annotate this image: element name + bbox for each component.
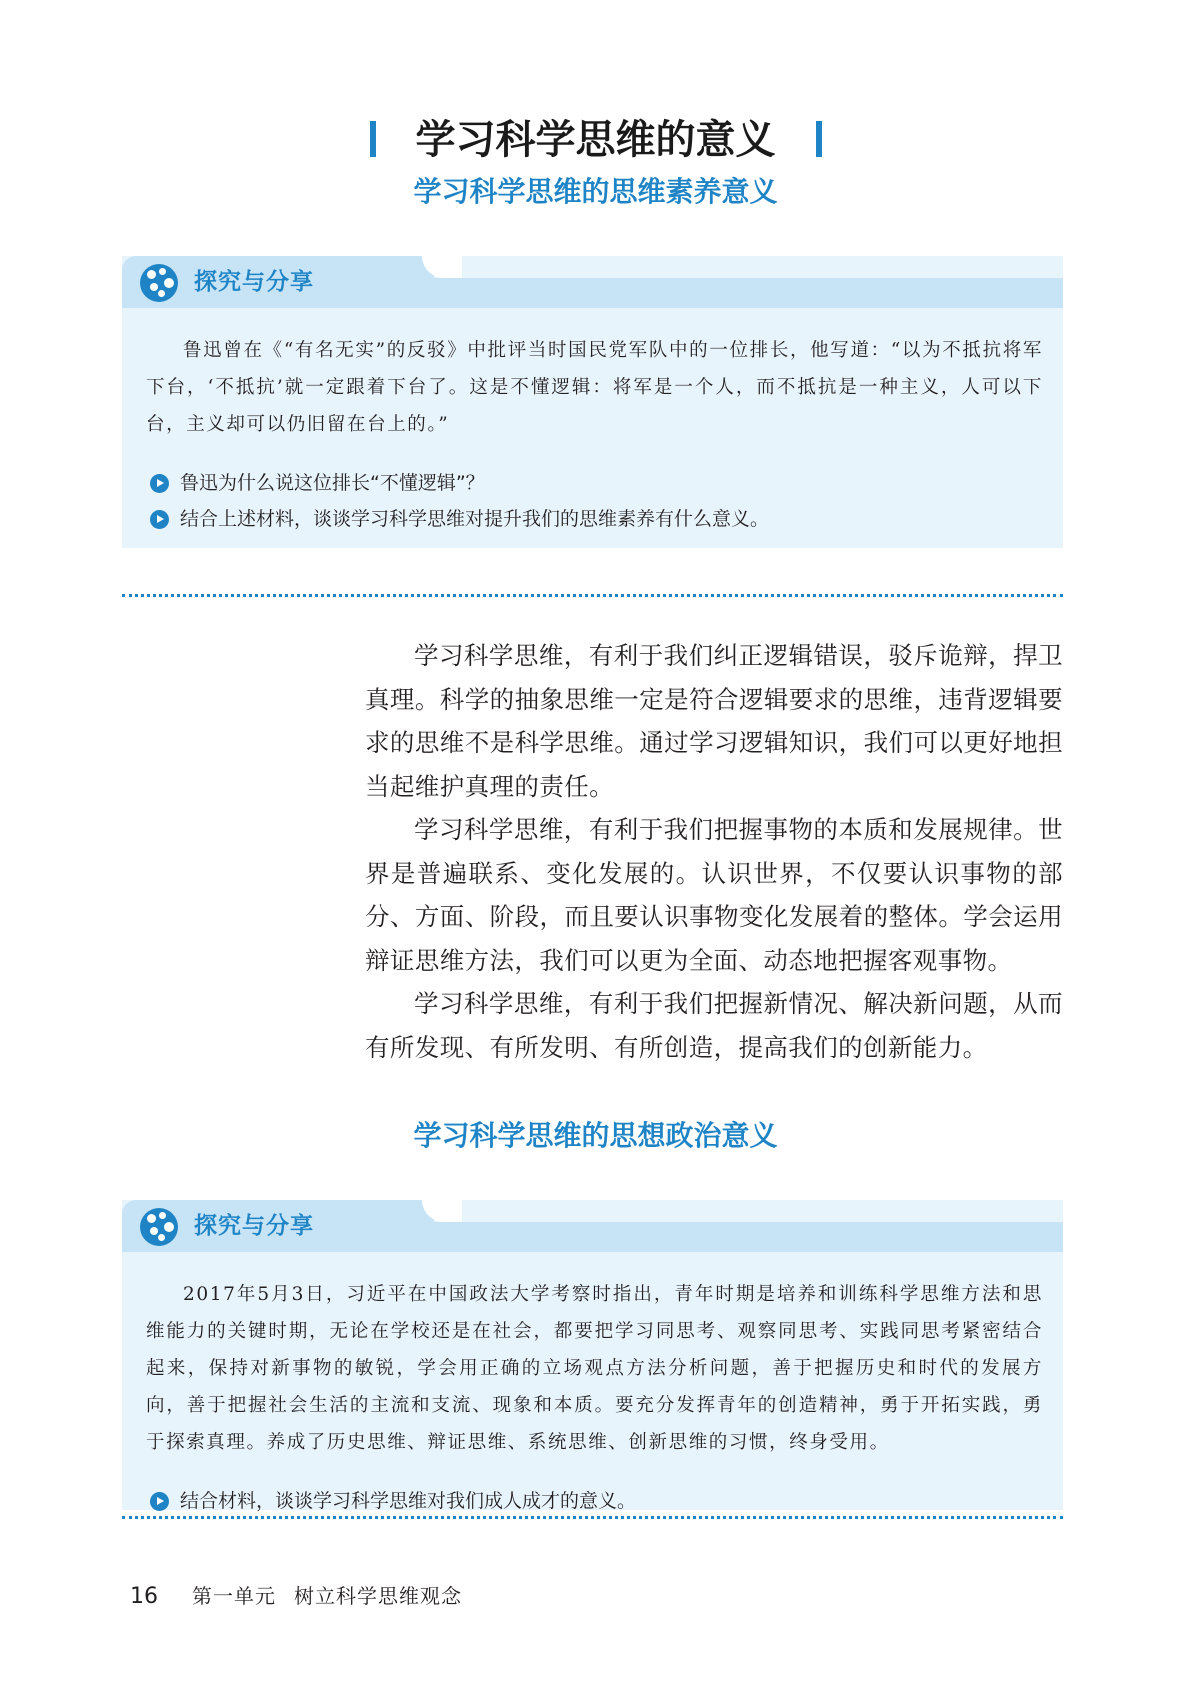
inquiry-box-1 [122, 256, 1063, 548]
inquiry-box-2 [122, 1200, 1063, 1510]
body-paragraph: 学习科学思维，有利于我们把握新情况、解决新问题，从而有所发现、有所发明、有所创造，提高我们的创新能力。 [365, 989, 1063, 1062]
subsection-1-title: 学习科学思维的思维素养意义 [413, 175, 778, 208]
box-header [122, 256, 1063, 308]
unit-name: 第一单元 [192, 1584, 276, 1608]
box-paragraph: 2017年5月3日，习近平在中国政法大学考察时指出，青年时期是培养和训练科学思维方法和思维能力的关键时期，无论在学校还是在社会，都要把学习同思考、观察同思考、实践同思考紧密结合起来，保持对新事物的敏锐，学会用正确的立场观点方法分析问题，善于把握历史和时代的发展方向，善于把握社会生活的主流和支流、现象和本质。要充分发挥青年的创造精神，勇于开拓实践，勇于探索真理。养成了历史思维、辩证思维、系统思维、创新思维的习惯，终身受用。 [146, 1284, 1043, 1453]
box-header [122, 1200, 1063, 1252]
arrow-bullet-icon [150, 1492, 169, 1511]
title-bar-left [370, 121, 376, 157]
subsection-2-title: 学习科学思维的思想政治意义 [413, 1119, 778, 1152]
unit-title: 树立科学思维观念 [294, 1584, 462, 1608]
box-paragraph: 鲁迅曾在《“有名无实”的反驳》中批评当时国民党军队中的一位排长，他写道：“以为不抵抗将军下台，‘不抵抗’就一定跟着下台了。这是不懂逻辑：将军是一个人，而不抵抗是一种主义，人可以下台，主义却可以仍旧留在台上的。” [146, 340, 1043, 435]
title-bar-right [816, 121, 822, 157]
box-body [146, 332, 1043, 537]
palette-dots-icon [140, 1208, 178, 1246]
box-label: 探究与分享 [194, 269, 314, 295]
dotted-divider [122, 1516, 1063, 1519]
page-footer [130, 1580, 462, 1613]
page-number: 16 [130, 1584, 158, 1609]
section-title-text: 学习科学思维的意义 [415, 117, 776, 163]
section-title [0, 112, 1191, 168]
main-text [365, 634, 1063, 1069]
question-item [146, 465, 1043, 501]
palette-dots-icon [140, 264, 178, 302]
box-label: 探究与分享 [194, 1213, 314, 1239]
question-text: 结合材料，谈谈学习科学思维对我们成人成才的意义。 [180, 1490, 637, 1512]
box-body [146, 1276, 1043, 1519]
question-item [146, 501, 1043, 537]
question-item [146, 1483, 1043, 1519]
body-paragraph: 学习科学思维，有利于我们把握事物的本质和发展规律。世界是普遍联系、变化发展的。认识世界，不仅要认识事物的部分、方面、阶段，而且要认识事物变化发展着的整体。学会运用辩证思维方法，我们可以更为全面、动态地把握客观事物。 [365, 815, 1063, 975]
question-text: 鲁迅为什么说这位排长“不懂逻辑”？ [180, 472, 485, 494]
question-text: 结合上述材料，谈谈学习科学思维对提升我们的思维素养有什么意义。 [180, 508, 770, 530]
arrow-bullet-icon [150, 474, 169, 493]
arrow-bullet-icon [150, 510, 169, 529]
body-paragraph: 学习科学思维，有利于我们纠正逻辑错误，驳斥诡辩，捍卫真理。科学的抽象思维一定是符合逻辑要求的思维，违背逻辑要求的思维不是科学思维。通过学习逻辑知识，我们可以更好地担当起维护真理的责任。 [365, 641, 1063, 801]
dotted-divider [122, 594, 1063, 597]
